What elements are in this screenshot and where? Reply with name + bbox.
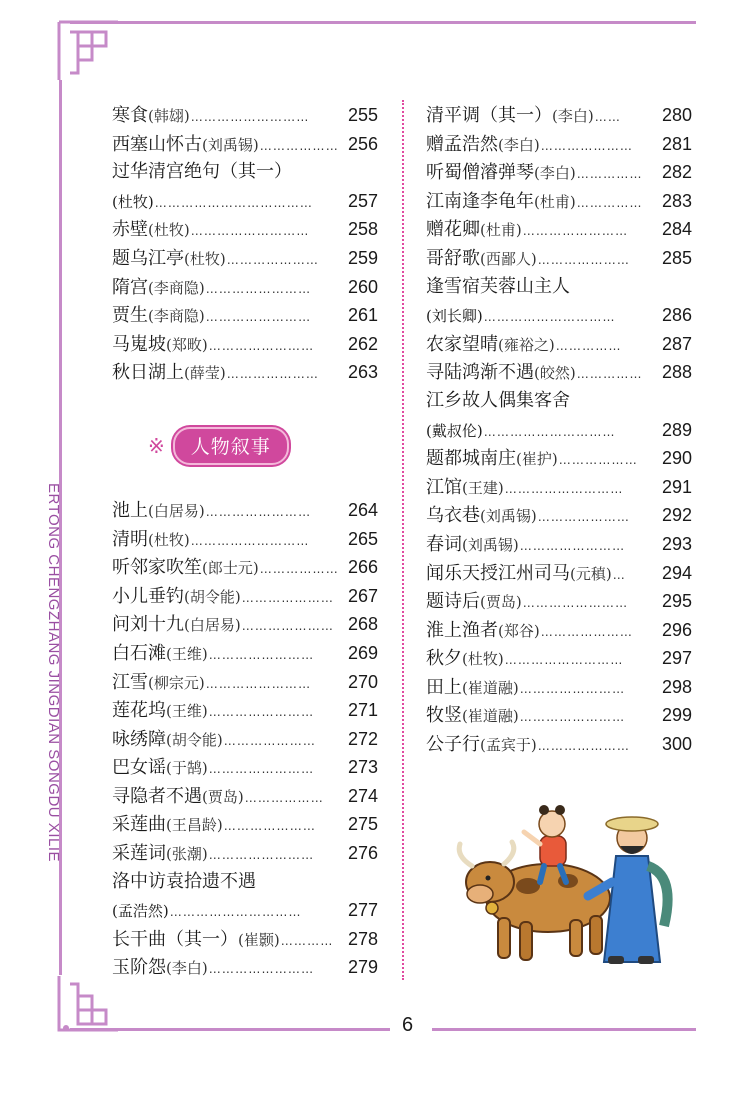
entry-author: (孟宾于) bbox=[480, 736, 537, 755]
entry-leader-dots: ………………… bbox=[241, 590, 335, 605]
entry-page-number: 269 bbox=[347, 642, 378, 663]
toc-entry bbox=[112, 130, 378, 159]
entry-author: (崔护) bbox=[516, 450, 558, 469]
entry-leader-dots: ……………………… bbox=[190, 533, 310, 548]
toc-entry bbox=[426, 444, 692, 473]
entry-leader-dots: ………………… bbox=[537, 510, 631, 525]
entry-page-number: 276 bbox=[347, 843, 378, 864]
child-on-ox-illustration bbox=[448, 786, 678, 976]
toc-entry bbox=[112, 101, 378, 130]
entry-leader-dots: ………………… bbox=[223, 819, 317, 834]
toc-entry bbox=[426, 473, 692, 502]
entry-leader-dots: …………………… bbox=[205, 504, 312, 519]
entry-title: 闻乐天授江州司马 bbox=[426, 562, 570, 584]
entry-title: 采莲词 bbox=[112, 843, 166, 865]
entry-title: 贾生 bbox=[112, 305, 148, 327]
entry-page-number: 265 bbox=[347, 528, 378, 549]
entry-leader-dots: ………………… bbox=[540, 138, 634, 153]
toc-entry bbox=[426, 730, 692, 759]
toc-entry bbox=[112, 215, 378, 244]
entry-page-number: 274 bbox=[347, 785, 378, 806]
entry-leader-dots: …………………… bbox=[208, 848, 315, 863]
entry-leader-dots: …………………… bbox=[519, 710, 626, 725]
entry-leader-dots: …………… bbox=[576, 367, 643, 382]
entry-page-number: 296 bbox=[661, 619, 692, 640]
entry-leader-dots: ……………… bbox=[558, 453, 638, 468]
entry-page-number: 273 bbox=[347, 757, 378, 778]
entry-leader-dots: …………………… bbox=[519, 538, 626, 553]
entry-leader-dots: ………………… bbox=[226, 252, 320, 267]
entry-title: 江南逢李龟年 bbox=[426, 190, 534, 212]
entry-page-number: 293 bbox=[661, 533, 692, 554]
entry-title: 题诗后 bbox=[426, 591, 480, 613]
entry-author: (杜甫) bbox=[480, 221, 522, 240]
entry-title: 白石滩 bbox=[112, 642, 166, 664]
entry-page-number: 261 bbox=[347, 305, 378, 326]
entry-leader-dots: ………………… bbox=[223, 733, 317, 748]
entry-title: 赠孟浩然 bbox=[426, 133, 498, 155]
entry-title: 公子行 bbox=[426, 734, 480, 756]
entry-leader-dots: ……………………… bbox=[504, 653, 624, 668]
toc-entry bbox=[426, 358, 692, 387]
entry-page-number: 266 bbox=[347, 557, 378, 578]
toc-entry bbox=[426, 244, 692, 273]
entry-leader-dots: …………… bbox=[576, 167, 643, 182]
entry-leader-dots: ………………… bbox=[537, 252, 631, 267]
entry-leader-dots: …………………… bbox=[208, 705, 315, 720]
entry-author: (胡令能) bbox=[184, 587, 241, 606]
entry-author: (白居易) bbox=[148, 501, 205, 520]
frame-top-border bbox=[70, 21, 696, 24]
entry-author: (贾岛) bbox=[202, 787, 244, 806]
entry-page-number: 287 bbox=[661, 333, 692, 354]
entry-title: 逢雪宿芙蓉山主人 bbox=[426, 275, 570, 297]
entry-page-number: 267 bbox=[347, 585, 378, 606]
entry-author: (李商隐) bbox=[148, 307, 205, 326]
toc-entry bbox=[426, 559, 692, 588]
entry-page-number: 256 bbox=[347, 133, 378, 154]
entry-author: (郎士元) bbox=[202, 559, 259, 578]
entry-author: (柳宗元) bbox=[148, 673, 205, 692]
toc-entry bbox=[426, 187, 692, 216]
entry-title: (杜牧) bbox=[112, 192, 154, 211]
toc-entry bbox=[426, 158, 692, 187]
entry-leader-dots: ………………… bbox=[226, 367, 320, 382]
entry-leader-dots: ……………………………… bbox=[154, 195, 314, 210]
entry-page-number: 300 bbox=[661, 734, 692, 755]
entry-leader-dots: ………… bbox=[280, 933, 334, 948]
toc-entry bbox=[112, 273, 378, 302]
entry-title: 寻陆鸿渐不遇 bbox=[426, 362, 534, 384]
toc-entry bbox=[426, 673, 692, 702]
entry-leader-dots: …………………… bbox=[205, 676, 312, 691]
entry-leader-dots: …………………… bbox=[208, 338, 315, 353]
entry-title: 小儿垂钓 bbox=[112, 585, 184, 607]
entry-title: 洛中访袁拾遗不遇 bbox=[112, 870, 256, 892]
entry-page-number: 294 bbox=[661, 562, 692, 583]
toc-entry bbox=[426, 416, 692, 445]
entry-author: (西鄙人) bbox=[480, 249, 537, 268]
toc-entry bbox=[112, 158, 378, 187]
toc-group-upper bbox=[112, 101, 378, 387]
entry-author: (崔颢) bbox=[238, 930, 280, 949]
entry-page-number: 259 bbox=[347, 247, 378, 268]
entry-title: 巴女谣 bbox=[112, 757, 166, 779]
entry-title: 赠花卿 bbox=[426, 219, 480, 241]
entry-author: (崔道融) bbox=[462, 678, 519, 697]
entry-title: 乌衣巷 bbox=[426, 505, 480, 527]
entry-page-number: 277 bbox=[347, 900, 378, 921]
entry-author: (薛莹) bbox=[184, 364, 226, 383]
entry-page-number: 281 bbox=[661, 133, 692, 154]
entry-page-number: 299 bbox=[661, 705, 692, 726]
entry-page-number: 260 bbox=[347, 276, 378, 297]
series-title-vertical: ERTONG CHENGZHANG JINGDIAN SONGDU XILIE bbox=[45, 483, 62, 862]
entry-author: (崔道融) bbox=[462, 707, 519, 726]
entry-author: (王维) bbox=[166, 702, 208, 721]
entry-page-number: 292 bbox=[661, 505, 692, 526]
entry-author: (杜甫) bbox=[534, 192, 576, 211]
entry-page-number: 284 bbox=[661, 219, 692, 240]
entry-title: 长干曲（其一） bbox=[112, 928, 238, 950]
entry-title: 莲花坞 bbox=[112, 700, 166, 722]
toc-entry bbox=[426, 701, 692, 730]
entry-page-number: 262 bbox=[347, 333, 378, 354]
entry-author: (郑谷) bbox=[498, 621, 540, 640]
entry-title: 春词 bbox=[426, 533, 462, 555]
section-header bbox=[112, 416, 378, 476]
entry-leader-dots: ………………………… bbox=[169, 905, 302, 920]
entry-page-number: 298 bbox=[661, 676, 692, 697]
entry-author: (白居易) bbox=[184, 616, 241, 635]
entry-page-number: 297 bbox=[661, 648, 692, 669]
entry-page-number: 270 bbox=[347, 671, 378, 692]
frame-bottom-border-right bbox=[432, 1028, 696, 1031]
toc-entry bbox=[112, 301, 378, 330]
entry-leader-dots: ………………… bbox=[241, 619, 335, 634]
entry-page-number: 286 bbox=[661, 305, 692, 326]
toc-entry bbox=[112, 244, 378, 273]
entry-page-number: 272 bbox=[347, 728, 378, 749]
entry-leader-dots: ………………………… bbox=[483, 310, 616, 325]
toc-left-column bbox=[112, 101, 378, 982]
toc-entry bbox=[112, 896, 378, 925]
entry-author: (元稹) bbox=[570, 564, 612, 583]
entry-title: 江雪 bbox=[112, 671, 148, 693]
section-title: 人物叙事 bbox=[190, 436, 271, 459]
entry-author: (郑畋) bbox=[166, 335, 208, 354]
entry-title: 清明 bbox=[112, 528, 148, 550]
toc-entry bbox=[112, 753, 378, 782]
entry-title: 淮上渔者 bbox=[426, 619, 498, 641]
entry-title: 采莲曲 bbox=[112, 814, 166, 836]
entry-author: (于鹄) bbox=[166, 759, 208, 778]
toc-entry bbox=[112, 696, 378, 725]
entry-page-number: 255 bbox=[347, 105, 378, 125]
entry-author: (贾岛) bbox=[480, 593, 522, 612]
column-divider bbox=[402, 100, 404, 980]
entry-title: 江馆 bbox=[426, 476, 462, 498]
entry-leader-dots: …………………… bbox=[519, 681, 626, 696]
entry-leader-dots: …………………… bbox=[522, 596, 629, 611]
entry-author: (王维) bbox=[166, 644, 208, 663]
toc-entry bbox=[112, 525, 378, 554]
entry-title: 田上 bbox=[426, 676, 462, 698]
entry-title: 马嵬坡 bbox=[112, 333, 166, 355]
entry-leader-dots: ………………… bbox=[540, 624, 634, 639]
entry-leader-dots: ………………………… bbox=[483, 424, 616, 439]
corner-ornament-top-left bbox=[56, 18, 120, 82]
entry-title: 寒食 bbox=[112, 105, 148, 126]
entry-page-number: 289 bbox=[661, 419, 692, 440]
entry-page-number: 263 bbox=[347, 362, 378, 383]
toc-group-lower bbox=[112, 496, 378, 982]
entry-page-number: 271 bbox=[347, 700, 378, 721]
toc-entry bbox=[426, 215, 692, 244]
toc-entry bbox=[112, 668, 378, 697]
entry-leader-dots: …………… bbox=[555, 338, 622, 353]
toc-entry bbox=[426, 387, 692, 416]
toc-entry bbox=[426, 616, 692, 645]
entry-title: (刘长卿) bbox=[426, 307, 483, 326]
toc-entry bbox=[112, 330, 378, 359]
entry-author: (皎然) bbox=[534, 364, 576, 383]
entry-author: (杜牧) bbox=[184, 249, 226, 268]
entry-title: 哥舒歌 bbox=[426, 247, 480, 269]
entry-title: 听蜀僧濬弹琴 bbox=[426, 162, 534, 184]
toc-entry bbox=[112, 725, 378, 754]
toc-entry bbox=[112, 610, 378, 639]
toc-entry bbox=[426, 301, 692, 330]
corner-ornament-bottom-left bbox=[56, 974, 120, 1038]
entry-title: 池上 bbox=[112, 499, 148, 521]
toc-entry bbox=[426, 273, 692, 302]
section-title-badge bbox=[173, 427, 289, 465]
entry-page-number: 291 bbox=[661, 476, 692, 497]
entry-author: (刘禹锡) bbox=[462, 535, 519, 554]
entry-author: (刘禹锡) bbox=[202, 135, 259, 154]
entry-leader-dots: ……………… bbox=[259, 562, 339, 577]
entry-title: 听邻家吹笙 bbox=[112, 557, 202, 579]
entry-title: 过华清宫绝句（其一） bbox=[112, 161, 292, 183]
entry-leader-dots: ……………… bbox=[244, 790, 324, 805]
entry-page-number: 268 bbox=[347, 614, 378, 635]
entry-page-number: 285 bbox=[661, 247, 692, 268]
entry-title: 西塞山怀古 bbox=[112, 133, 202, 155]
entry-leader-dots: …………………… bbox=[205, 281, 312, 296]
entry-leader-dots: …… bbox=[594, 110, 622, 124]
entry-page-number: 280 bbox=[661, 105, 692, 125]
entry-author: (胡令能) bbox=[166, 730, 223, 749]
toc-entry bbox=[112, 782, 378, 811]
toc-entry bbox=[426, 501, 692, 530]
toc-entry bbox=[112, 358, 378, 387]
entry-page-number: 295 bbox=[661, 591, 692, 612]
entry-leader-dots: …………… bbox=[576, 195, 643, 210]
entry-title: 咏绣障 bbox=[112, 728, 166, 750]
entry-title: 秋日湖上 bbox=[112, 362, 184, 384]
entry-page-number: 283 bbox=[661, 190, 692, 211]
entry-author: (张潮) bbox=[166, 845, 208, 864]
toc-entry bbox=[112, 868, 378, 897]
entry-author: (李白) bbox=[534, 164, 576, 183]
page-number: 6 bbox=[402, 1014, 414, 1036]
toc-entry bbox=[112, 187, 378, 216]
entry-page-number: 257 bbox=[347, 190, 378, 211]
entry-author: (韩翃) bbox=[148, 107, 190, 125]
entry-leader-dots: ……………………… bbox=[504, 481, 624, 496]
entry-page-number: 279 bbox=[347, 957, 378, 978]
toc-right-column bbox=[426, 101, 692, 759]
toc-entry bbox=[426, 101, 692, 130]
toc-entry bbox=[426, 644, 692, 673]
entry-title: 题都城南庄 bbox=[426, 448, 516, 470]
entry-leader-dots: …………………… bbox=[522, 224, 629, 239]
entry-title: (戴叔伦) bbox=[426, 421, 483, 440]
entry-leader-dots: ……………………… bbox=[190, 110, 310, 124]
toc-entry bbox=[426, 330, 692, 359]
entry-leader-dots: ……………………… bbox=[190, 224, 310, 239]
entry-title: (孟浩然) bbox=[112, 902, 169, 921]
entry-author: (王建) bbox=[462, 478, 504, 497]
entry-leader-dots: … bbox=[612, 567, 626, 582]
entry-leader-dots: …………………… bbox=[205, 310, 312, 325]
entry-author: (雍裕之) bbox=[498, 335, 555, 354]
toc-entry bbox=[112, 925, 378, 954]
entry-page-number: 288 bbox=[661, 362, 692, 383]
entry-leader-dots: …………………… bbox=[208, 762, 315, 777]
entry-leader-dots: …………………… bbox=[208, 647, 315, 662]
entry-page-number: 275 bbox=[347, 814, 378, 835]
entry-title: 隋宫 bbox=[112, 276, 148, 298]
toc-entry bbox=[426, 587, 692, 616]
toc-entry bbox=[112, 639, 378, 668]
entry-title: 农家望晴 bbox=[426, 333, 498, 355]
toc-entry bbox=[112, 553, 378, 582]
toc-group-right bbox=[426, 101, 692, 759]
entry-author: (李白) bbox=[166, 959, 208, 978]
entry-leader-dots: ………………… bbox=[537, 739, 631, 754]
entry-author: (杜牧) bbox=[148, 221, 190, 240]
entry-page-number: 264 bbox=[347, 499, 378, 520]
toc-entry bbox=[426, 130, 692, 159]
entry-author: (杜牧) bbox=[148, 530, 190, 549]
entry-author: (刘禹锡) bbox=[480, 507, 537, 526]
entry-page-number: 290 bbox=[661, 448, 692, 469]
entry-author: (王昌龄) bbox=[166, 816, 223, 835]
entry-author: (李白) bbox=[552, 107, 594, 125]
entry-page-number: 282 bbox=[661, 162, 692, 183]
entry-title: 江乡故人偶集客舍 bbox=[426, 389, 570, 411]
entry-leader-dots: ……………… bbox=[259, 138, 339, 153]
toc-entry bbox=[112, 496, 378, 525]
entry-page-number: 278 bbox=[347, 928, 378, 949]
entry-title: 牧竖 bbox=[426, 705, 462, 727]
toc-entry bbox=[112, 582, 378, 611]
toc-entry bbox=[112, 953, 378, 982]
entry-author: (杜牧) bbox=[462, 650, 504, 669]
entry-title: 秋夕 bbox=[426, 648, 462, 670]
entry-title: 题乌江亭 bbox=[112, 247, 184, 269]
entry-page-number: 258 bbox=[347, 219, 378, 240]
entry-title: 寻隐者不遇 bbox=[112, 785, 202, 807]
entry-title: 赤壁 bbox=[112, 219, 148, 241]
toc-entry bbox=[112, 839, 378, 868]
entry-title: 问刘十九 bbox=[112, 614, 184, 636]
reference-mark-icon: ※ bbox=[148, 433, 165, 458]
entry-title: 清平调（其一） bbox=[426, 105, 552, 126]
entry-title: 玉阶怨 bbox=[112, 957, 166, 979]
toc-entry bbox=[112, 810, 378, 839]
entry-author: (李白) bbox=[498, 135, 540, 154]
entry-author: (李商隐) bbox=[148, 278, 205, 297]
toc-entry bbox=[426, 530, 692, 559]
entry-leader-dots: …………………… bbox=[208, 962, 315, 977]
